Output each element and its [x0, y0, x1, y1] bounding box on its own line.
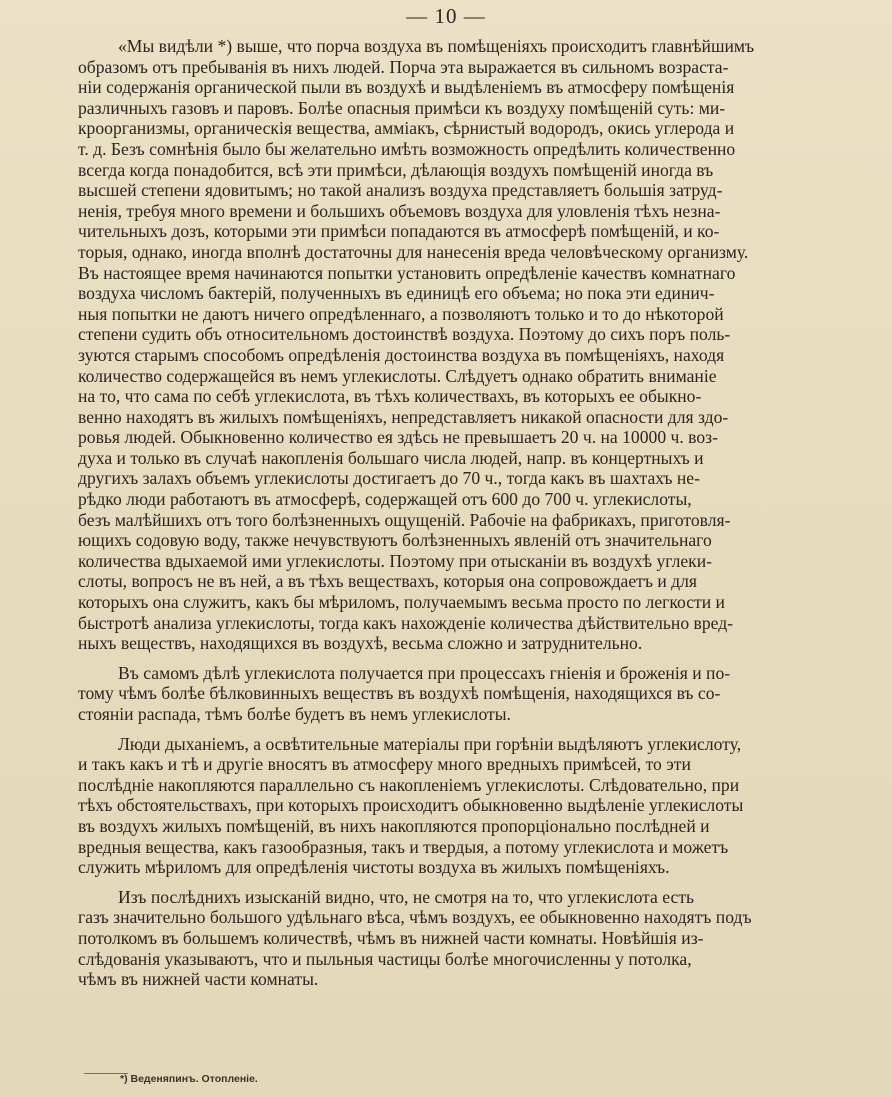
page-number: — 10 —	[406, 4, 486, 28]
text-line: быстротѣ анализа углекислоты, тогда какъ нахожденіе количества дѣйствительно вред-	[78, 612, 734, 633]
text-line: рѣдко люди работаютъ въ атмосферѣ, содержащей отъ 600 до 700 ч. углекислоты,	[78, 489, 692, 510]
text-line: духа и только въ случаѣ накопленія большаго числа людей, напр. въ концертныхъ и	[78, 447, 704, 468]
text-line: высшей степени ядовитымъ; но такой анализъ воздуха представляетъ большія затруд-	[78, 180, 723, 201]
text-line: тѣхъ обстоятельствахъ, при которыхъ происходитъ обыкновенно выдѣленіе углекислоты	[78, 795, 744, 816]
text-line: Въ самомъ дѣлѣ углекислота получается при процессахъ гніенія и броженія и по-	[118, 662, 731, 683]
text-line: чительныхъ дозъ, которыми эти примѣси попадаются въ атмосферѣ помѣщеній, и ко-	[78, 221, 720, 242]
text-line: различныхъ газовъ и паровъ. Болѣе опасныя примѣси къ воздуху помѣщеній суть: ми-	[78, 97, 726, 118]
text-line: Въ настоящее время начинаются попытки установить опредѣленіе качествъ комнатнаго	[78, 262, 736, 283]
text-line: и такъ какъ и тѣ и другіе вносятъ въ атмосферу много вредныхъ примѣсей, то эти	[78, 754, 691, 775]
text-line: образомъ отъ пребыванія въ нихъ людей. Порча эта выражается въ сильномъ возраста-	[78, 56, 729, 77]
text-line: степени судить объ относительномъ достоинствѣ воздуха. Поэтому до сихъ поръ поль-	[78, 324, 731, 345]
text-line: безъ малѣйшихъ отъ того болѣзненныхъ ощущеній. Рабочіе на фабрикахъ, приготовля-	[78, 509, 731, 530]
text-line: слоты, вопросъ не въ ней, а въ тѣхъ веществахъ, которыя она сопровождаетъ и для	[78, 571, 697, 592]
text-line: въ воздухъ жилыхъ помѣщеній, въ нихъ накопляются пропорціонально послѣдней и	[78, 815, 710, 836]
footnote: *) Веденяпинъ. Отопленіе.	[120, 1073, 258, 1085]
paragraph-gap	[78, 654, 826, 663]
paragraph-1	[78, 36, 826, 654]
text-line: которыхъ она служитъ, какъ бы мѣриломъ, получаемымъ весьма просто по легкости и	[78, 592, 725, 613]
text-line: количества вдыхаемой ими углекислоты. Поэтому при отысканіи въ воздухѣ углеки-	[78, 550, 712, 571]
paragraph-2	[78, 663, 826, 725]
text-line: потолкомъ въ большемъ количествѣ, чѣмъ въ нижней части комнаты. Новѣйшія из-	[78, 927, 704, 948]
text-line: т. д. Безъ сомнѣнія было бы желательно имѣть возможность опредѣлить количественно	[78, 138, 736, 159]
text-line: зуются старымъ способомъ опредѣленія достоинства воздуха въ помѣщеніяхъ, находя	[78, 344, 725, 365]
text-line: чѣмъ въ нижней части комнаты.	[78, 969, 319, 990]
text-line: ныя попытки не даютъ ничего опредѣленнаго, а позволяютъ только и то до нѣкоторой	[78, 303, 724, 324]
text-line: тому чѣмъ болѣе бѣлковинныхъ веществъ въ воздухѣ помѣщенія, находящихся въ со-	[78, 683, 721, 704]
text-line: Люди дыханіемъ, а освѣтительные матеріалы при горѣніи выдѣляютъ углекислоту,	[118, 733, 742, 754]
text-line: другихъ залахъ объемъ углекислоты достигаетъ до 70 ч., тогда какъ въ шахтахъ не-	[78, 468, 700, 489]
text-line: ющихъ содовую воду, также нечувствуютъ болѣзненныхъ явленій отъ значительнаго	[78, 530, 712, 551]
text-line: служить мѣриломъ для опредѣленія чистоты воздуха въ жилыхъ помѣщеніяхъ.	[78, 857, 670, 878]
paragraph-4	[78, 887, 826, 990]
text-line: воздуха числомъ бактерій, полученныхъ въ единицѣ его объема; но пока эти единич-	[78, 283, 715, 304]
text-line: количество содержащейся въ немъ углекислоты. Слѣдуетъ однако обратить вниманіе	[78, 365, 717, 386]
paragraph-gap	[78, 725, 826, 734]
text-line: Изъ послѣднихъ изысканій видно, что, не смотря на то, что углекислота есть	[118, 886, 695, 907]
text-line: ровья людей. Обыкновенно количество ея здѣсь не превышаетъ 20 ч. на 10000 ч. воз-	[78, 427, 718, 448]
body-text	[78, 36, 826, 990]
text-line: всегда когда понадобится, всѣ эти примѣси, дѣлающія воздухъ помѣщеній иногда въ	[78, 159, 714, 180]
text-line: ніи содержанія органической пыли въ воздухѣ и выдѣленіемъ въ атмосферу помѣщенія	[78, 77, 735, 98]
text-line: вредныя вещества, какъ газообразныя, такъ и твердыя, а потому углекислота и можетъ	[78, 836, 729, 857]
text-line: ненія, требуя много времени и большихъ объемовъ воздуха для уловленія тѣхъ незна-	[78, 200, 721, 221]
text-line: послѣдніе накопляются параллельно съ накопленіемъ углекислоты. Слѣдовательно, при	[78, 774, 740, 795]
text-line: слѣдованія указываютъ, что и пыльныя частицы болѣе многочисленны у потолка,	[78, 948, 692, 969]
text-line: кроорганизмы, органическія вещества, амміакъ, сѣрнистый водородъ, окись углерода и	[78, 118, 735, 139]
text-line: торыя, однако, иногда вполнѣ достаточны для нанесенія вреда человѣческому организму.	[78, 241, 749, 262]
text-line: на то, что сама по себѣ углекислота, въ тѣхъ количествахъ, въ которыхъ ее обыкно-	[78, 386, 702, 407]
paragraph-3	[78, 734, 826, 878]
text-line: газъ значительно большого удѣльнаго вѣса, чѣмъ воздухъ, ее обыкновенно находятъ подъ	[78, 907, 752, 928]
text-line: стояніи распада, тѣмъ болѣе будетъ въ немъ углекислоты.	[78, 704, 511, 724]
paragraph-gap	[78, 878, 826, 887]
text-line: «Мы видѣли *) выше, что порча воздуха въ помѣщеніяхъ происходитъ главнѣйшимъ	[118, 36, 755, 56]
text-line: венно находятъ въ жилыхъ помѣщеніяхъ, непредставляетъ никакой опасности для здо-	[78, 406, 729, 427]
text-line: ныхъ веществъ, находящихся въ воздухѣ, весьма сложно и затруднительно.	[78, 633, 643, 654]
